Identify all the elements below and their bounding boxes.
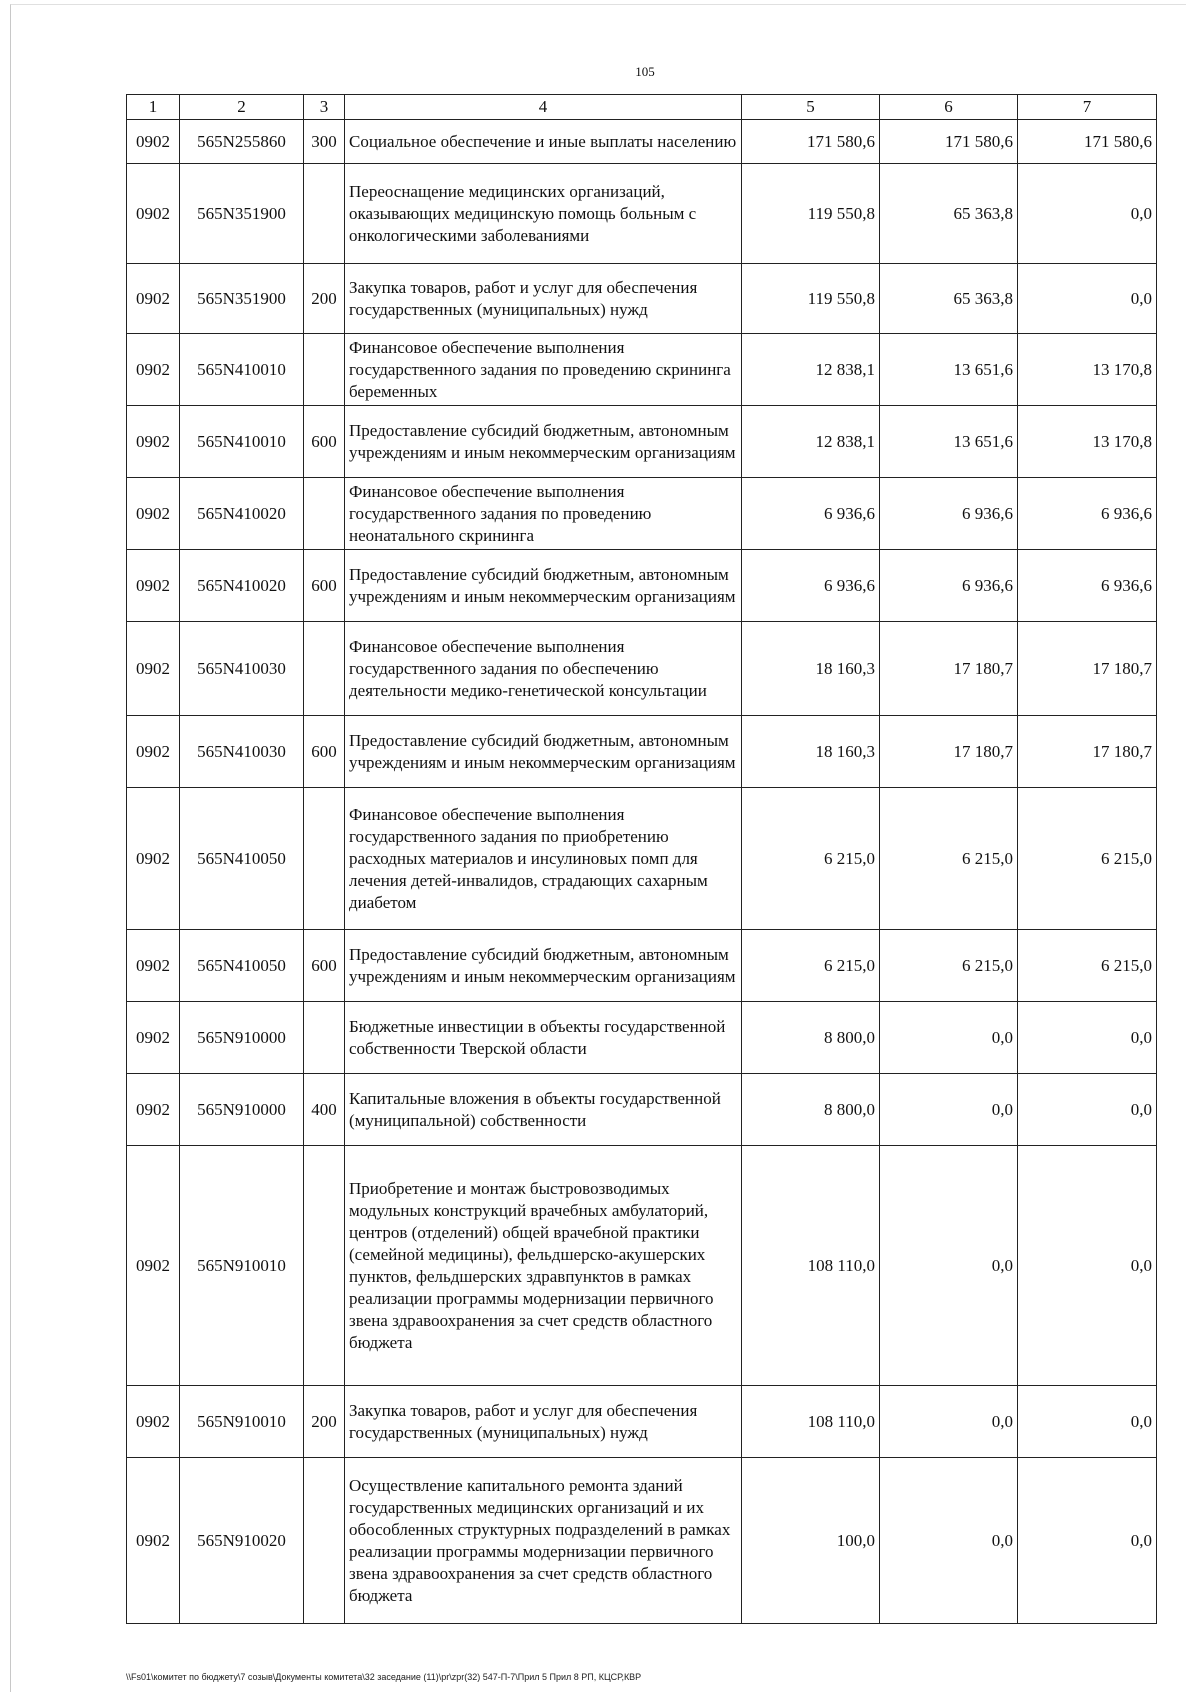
table-row bbox=[127, 264, 1157, 334]
cell-kcsr: 565N410020 bbox=[180, 478, 304, 550]
budget-table bbox=[126, 94, 1157, 1624]
table-row bbox=[127, 164, 1157, 264]
cell-amount-5: 8 800,0 bbox=[742, 1074, 880, 1146]
cell-kvr bbox=[304, 1146, 345, 1386]
cell-amount-5: 6 215,0 bbox=[742, 788, 880, 930]
cell-amount-7: 0,0 bbox=[1018, 264, 1157, 334]
cell-name: Финансовое обеспечение выполнения государственного задания по обеспечению деятельности медико-генетической консультации bbox=[345, 622, 742, 716]
cell-amount-5: 18 160,3 bbox=[742, 716, 880, 788]
cell-kcsr: 565N410020 bbox=[180, 550, 304, 622]
cell-section: 0902 bbox=[127, 120, 180, 164]
table-row bbox=[127, 1386, 1157, 1458]
table-row bbox=[127, 406, 1157, 478]
cell-kvr: 400 bbox=[304, 1074, 345, 1146]
cell-amount-7: 17 180,7 bbox=[1018, 716, 1157, 788]
cell-amount-6: 0,0 bbox=[880, 1386, 1018, 1458]
cell-kvr: 200 bbox=[304, 1386, 345, 1458]
table-row bbox=[127, 930, 1157, 1002]
cell-amount-7: 17 180,7 bbox=[1018, 622, 1157, 716]
cell-amount-7: 0,0 bbox=[1018, 1458, 1157, 1624]
cell-kvr bbox=[304, 164, 345, 264]
cell-amount-6: 0,0 bbox=[880, 1458, 1018, 1624]
cell-amount-6: 13 651,6 bbox=[880, 334, 1018, 406]
header-col-3: 3 bbox=[304, 95, 345, 120]
cell-amount-7: 13 170,8 bbox=[1018, 334, 1157, 406]
cell-amount-7: 13 170,8 bbox=[1018, 406, 1157, 478]
cell-amount-5: 171 580,6 bbox=[742, 120, 880, 164]
cell-kcsr: 565N351900 bbox=[180, 164, 304, 264]
cell-section: 0902 bbox=[127, 1146, 180, 1386]
cell-amount-6: 65 363,8 bbox=[880, 164, 1018, 264]
cell-kcsr: 565N410050 bbox=[180, 788, 304, 930]
table-row bbox=[127, 1146, 1157, 1386]
cell-name: Предоставление субсидий бюджетным, автономным учреждениям и иным некоммерческим организациям bbox=[345, 930, 742, 1002]
cell-kvr: 200 bbox=[304, 264, 345, 334]
table-row bbox=[127, 550, 1157, 622]
page-number: 105 bbox=[635, 64, 655, 79]
header-col-6: 6 bbox=[880, 95, 1018, 120]
cell-amount-6: 17 180,7 bbox=[880, 716, 1018, 788]
cell-section: 0902 bbox=[127, 1386, 180, 1458]
cell-kcsr: 565N910000 bbox=[180, 1002, 304, 1074]
cell-kvr bbox=[304, 334, 345, 406]
cell-amount-5: 119 550,8 bbox=[742, 164, 880, 264]
cell-amount-5: 108 110,0 bbox=[742, 1146, 880, 1386]
cell-section: 0902 bbox=[127, 930, 180, 1002]
cell-kcsr: 565N410050 bbox=[180, 930, 304, 1002]
cell-section: 0902 bbox=[127, 164, 180, 264]
cell-name: Закупка товаров, работ и услуг для обеспечения государственных (муниципальных) нужд bbox=[345, 1386, 742, 1458]
cell-amount-7: 6 215,0 bbox=[1018, 930, 1157, 1002]
cell-kvr bbox=[304, 622, 345, 716]
cell-kvr bbox=[304, 788, 345, 930]
cell-amount-7: 6 215,0 bbox=[1018, 788, 1157, 930]
cell-kcsr: 565N255860 bbox=[180, 120, 304, 164]
cell-name: Финансовое обеспечение выполнения государственного задания по приобретению расходных материалов и инсулиновых помп для лечения детей-инвалидов, страдающих сахарным диабетом bbox=[345, 788, 742, 930]
cell-name: Капитальные вложения в объекты государственной (муниципальной) собственности bbox=[345, 1074, 742, 1146]
cell-amount-5: 18 160,3 bbox=[742, 622, 880, 716]
cell-amount-5: 108 110,0 bbox=[742, 1386, 880, 1458]
cell-amount-7: 0,0 bbox=[1018, 1074, 1157, 1146]
cell-kcsr: 565N410010 bbox=[180, 406, 304, 478]
cell-amount-5: 6 936,6 bbox=[742, 478, 880, 550]
cell-amount-6: 6 936,6 bbox=[880, 478, 1018, 550]
cell-amount-5: 6 215,0 bbox=[742, 930, 880, 1002]
cell-amount-6: 6 215,0 bbox=[880, 788, 1018, 930]
cell-amount-6: 0,0 bbox=[880, 1146, 1018, 1386]
cell-kcsr: 565N910000 bbox=[180, 1074, 304, 1146]
table-row bbox=[127, 1002, 1157, 1074]
cell-amount-7: 0,0 bbox=[1018, 164, 1157, 264]
cell-amount-5: 12 838,1 bbox=[742, 334, 880, 406]
cell-kcsr: 565N410030 bbox=[180, 716, 304, 788]
cell-section: 0902 bbox=[127, 406, 180, 478]
cell-amount-7: 6 936,6 bbox=[1018, 550, 1157, 622]
cell-name: Предоставление субсидий бюджетным, автономным учреждениям и иным некоммерческим организациям bbox=[345, 406, 742, 478]
cell-kcsr: 565N910010 bbox=[180, 1386, 304, 1458]
cell-amount-5: 12 838,1 bbox=[742, 406, 880, 478]
header-col-2: 2 bbox=[180, 95, 304, 120]
header-col-1: 1 bbox=[127, 95, 180, 120]
cell-section: 0902 bbox=[127, 550, 180, 622]
table-row bbox=[127, 716, 1157, 788]
cell-name: Бюджетные инвестиции в объекты государственной собственности Тверской области bbox=[345, 1002, 742, 1074]
cell-amount-6: 13 651,6 bbox=[880, 406, 1018, 478]
header-col-7: 7 bbox=[1018, 95, 1157, 120]
table-row bbox=[127, 478, 1157, 550]
header-row bbox=[127, 95, 1157, 120]
cell-name: Предоставление субсидий бюджетным, автономным учреждениям и иным некоммерческим организациям bbox=[345, 716, 742, 788]
cell-name: Закупка товаров, работ и услуг для обеспечения государственных (муниципальных) нужд bbox=[345, 264, 742, 334]
cell-amount-5: 100,0 bbox=[742, 1458, 880, 1624]
cell-kvr bbox=[304, 1002, 345, 1074]
cell-name: Осуществление капитального ремонта зданий государственных медицинских организаций и их обособленных структурных подразделений в рамках реализации программы модернизации первичного звена здравоохранения за счет средств областного бюджета bbox=[345, 1458, 742, 1624]
cell-name: Финансовое обеспечение выполнения государственного задания по проведению скрининга беременных bbox=[345, 334, 742, 406]
cell-section: 0902 bbox=[127, 478, 180, 550]
cell-kvr: 600 bbox=[304, 716, 345, 788]
cell-amount-7: 0,0 bbox=[1018, 1146, 1157, 1386]
cell-section: 0902 bbox=[127, 1002, 180, 1074]
cell-kvr bbox=[304, 478, 345, 550]
cell-name: Приобретение и монтаж быстровозводимых модульных конструкций врачебных амбулаторий, центров (отделений) общей врачебной практики (семейной медицины), фельдшерско-акушерских пунктов, фельдшерских здравпунктов в рамках реализации программы модернизации первичного звена здравоохранения за счет средств областного бюджета bbox=[345, 1146, 742, 1386]
cell-amount-7: 0,0 bbox=[1018, 1002, 1157, 1074]
cell-name: Социальное обеспечение и иные выплаты населению bbox=[345, 120, 742, 164]
cell-amount-5: 8 800,0 bbox=[742, 1002, 880, 1074]
cell-kvr: 300 bbox=[304, 120, 345, 164]
cell-amount-7: 171 580,6 bbox=[1018, 120, 1157, 164]
cell-section: 0902 bbox=[127, 264, 180, 334]
cell-name: Финансовое обеспечение выполнения государственного задания по проведению неонатального скрининга bbox=[345, 478, 742, 550]
cell-amount-6: 0,0 bbox=[880, 1002, 1018, 1074]
table-row bbox=[127, 334, 1157, 406]
cell-amount-5: 6 936,6 bbox=[742, 550, 880, 622]
header-col-5: 5 bbox=[742, 95, 880, 120]
cell-amount-6: 65 363,8 bbox=[880, 264, 1018, 334]
table-row bbox=[127, 1074, 1157, 1146]
cell-amount-6: 6 936,6 bbox=[880, 550, 1018, 622]
cell-amount-7: 6 936,6 bbox=[1018, 478, 1157, 550]
table-row bbox=[127, 622, 1157, 716]
cell-kcsr: 565N351900 bbox=[180, 264, 304, 334]
cell-amount-7: 0,0 bbox=[1018, 1386, 1157, 1458]
cell-amount-6: 17 180,7 bbox=[880, 622, 1018, 716]
table-row bbox=[127, 120, 1157, 164]
cell-kvr: 600 bbox=[304, 406, 345, 478]
cell-kcsr: 565N410010 bbox=[180, 334, 304, 406]
footer-file-path: \\Fs01\комитет по бюджету\7 созыв\Документы комитета\32 заседание (11)\pr\zpr(32) 547-П-7\Прил 5 Прил 8 РП, КЦСР,КВР bbox=[126, 1672, 642, 1682]
cell-section: 0902 bbox=[127, 716, 180, 788]
table-row bbox=[127, 1458, 1157, 1624]
cell-section: 0902 bbox=[127, 1074, 180, 1146]
cell-name: Переоснащение медицинских организаций, оказывающих медицинскую помощь больным с онкологическими заболеваниями bbox=[345, 164, 742, 264]
cell-kcsr: 565N910010 bbox=[180, 1146, 304, 1386]
cell-kcsr: 565N410030 bbox=[180, 622, 304, 716]
cell-kvr bbox=[304, 1458, 345, 1624]
table-row bbox=[127, 788, 1157, 930]
cell-kvr: 600 bbox=[304, 930, 345, 1002]
cell-section: 0902 bbox=[127, 622, 180, 716]
cell-name: Предоставление субсидий бюджетным, автономным учреждениям и иным некоммерческим организациям bbox=[345, 550, 742, 622]
cell-amount-5: 119 550,8 bbox=[742, 264, 880, 334]
cell-kcsr: 565N910020 bbox=[180, 1458, 304, 1624]
cell-amount-6: 0,0 bbox=[880, 1074, 1018, 1146]
cell-section: 0902 bbox=[127, 334, 180, 406]
cell-amount-6: 6 215,0 bbox=[880, 930, 1018, 1002]
header-col-4: 4 bbox=[345, 95, 742, 120]
cell-amount-6: 171 580,6 bbox=[880, 120, 1018, 164]
cell-kvr: 600 bbox=[304, 550, 345, 622]
cell-section: 0902 bbox=[127, 788, 180, 930]
cell-section: 0902 bbox=[127, 1458, 180, 1624]
